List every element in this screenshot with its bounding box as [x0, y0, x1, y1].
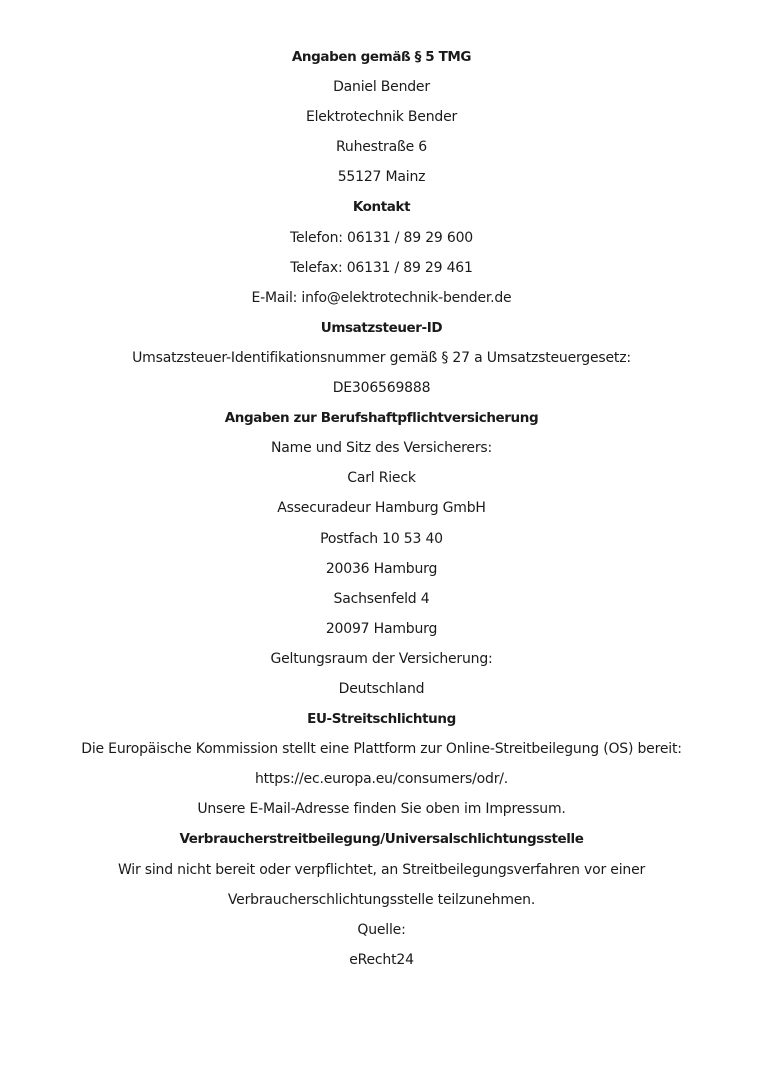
eu-dispute-text: Die Europäische Kommission stellt eine Plattform zur Online-Streitbeilegung (OS) bereit: — [81, 741, 682, 758]
owner-name: Daniel Bender — [333, 79, 430, 96]
consumer-dispute-heading: Verbraucherstreitbeilegung/Universalschlichtungsstelle — [179, 831, 584, 848]
street-address: Ruhestraße 6 — [336, 139, 427, 156]
vat-number: DE306569888 — [332, 380, 431, 397]
insurance-scope-label: Geltungsraum der Versicherung: — [270, 650, 493, 667]
source-label: Quelle: — [357, 921, 406, 938]
insurer-label: Name und Sitz des Versicherers: — [271, 440, 492, 457]
consumer-dispute-text-line2: Verbraucherschlichtungsstelle teilzunehmen. — [227, 891, 536, 908]
insurer-street-city: 20097 Hamburg — [325, 620, 438, 637]
insurance-scope: Deutschland — [338, 680, 425, 697]
company-name: Elektrotechnik Bender — [305, 109, 458, 126]
impressum-heading: Angaben gemäß § 5 TMG — [291, 49, 472, 65]
phone-number: Telefon: 06131 / 89 29 600 — [289, 229, 474, 246]
eu-dispute-email-note: Unsere E-Mail-Adresse finden Sie oben im Impressum. — [197, 801, 566, 818]
insurance-heading: Angaben zur Berufshaftpflichtversicherung — [224, 410, 539, 427]
vat-heading: Umsatzsteuer-ID — [320, 319, 443, 336]
insurer-name: Carl Rieck — [347, 470, 416, 487]
insurer-company: Assecuradeur Hamburg GmbH — [277, 500, 486, 517]
insurer-street: Sachsenfeld 4 — [333, 590, 430, 607]
insurer-postbox: Postfach 10 53 40 — [320, 530, 443, 547]
fax-number: Telefax: 06131 / 89 29 461 — [290, 259, 473, 276]
source-name: eRecht24 — [349, 951, 414, 968]
consumer-dispute-text-line1: Wir sind nicht bereit oder verpflichtet, an Streitbeilegungsverfahren vor einer — [117, 861, 646, 878]
eu-dispute-heading: EU-Streitschlichtung — [307, 711, 456, 728]
contact-heading: Kontakt — [352, 199, 411, 216]
city-address: 55127 Mainz — [337, 169, 426, 186]
insurer-postbox-city: 20036 Hamburg — [325, 560, 438, 577]
email-address: E-Mail: info@elektrotechnik-bender.de — [251, 289, 512, 306]
eu-dispute-link[interactable]: https://ec.europa.eu/consumers/odr/. — [254, 771, 509, 788]
vat-label: Umsatzsteuer-Identifikationsnummer gemäß § 27 a Umsatzsteuergesetz: — [132, 349, 631, 366]
